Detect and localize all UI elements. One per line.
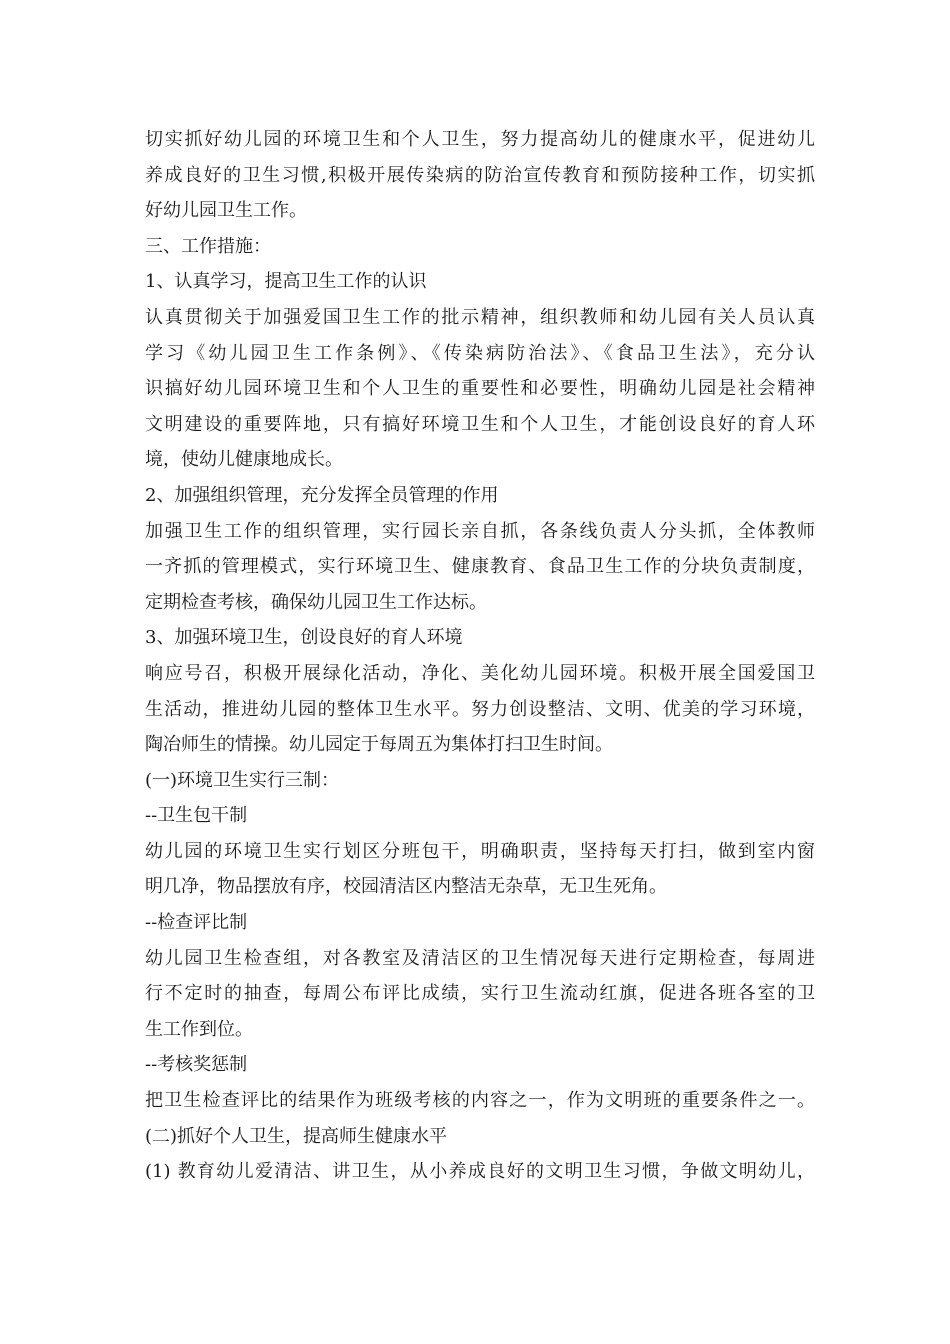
text-line: (二)抓好个人卫生，提高师生健康水平 [145, 1125, 448, 1147]
text-line: 切实抓好幼儿园的环境卫生和个人卫生，努力提高幼儿的健康水平，促进幼儿 [145, 129, 815, 150]
text-line: 识搞好幼儿园环境卫生和个人卫生的重要性和必要性，明确幼儿园是社会精神 [145, 378, 815, 400]
text-line: 三、工作措施： [145, 235, 271, 257]
document-body [145, 122, 815, 1190]
text-line: 陶冶师生的情操。幼儿园定于每周五为集体打扫卫生时间。 [145, 734, 613, 756]
text-line: 加强卫生工作的组织管理，实行园长亲自抓，各条线负责人分头抓，全体教师 [145, 520, 815, 542]
text-line: 好幼儿园卫生工作。 [145, 200, 307, 222]
text-line: (一)环境卫生实行三制： [145, 769, 340, 791]
text-line: 认真贯彻关于加强爱国卫生工作的批示精神，组织教师和幼儿园有关人员认真 [145, 306, 815, 328]
text-line: 幼儿园的环境卫生实行划区分班包干，明确职责，坚持每天打扫，做到室内窗 [145, 840, 815, 862]
text-line: --检查评比制 [145, 912, 248, 934]
text-line: 生活动，推进幼儿园的整体卫生水平。努力创设整洁、文明、优美的学习环境， [145, 698, 815, 720]
text-line: 一齐抓的管理模式，实行环境卫生、健康教育、食品卫生工作的分块负责制度， [145, 556, 815, 578]
text-line: 定期检查考核，确保幼儿园卫生工作达标。 [145, 591, 487, 613]
text-line: 生工作到位。 [145, 1018, 253, 1040]
text-line: 养成良好的卫生习惯,积极开展传染病的防治宣传教育和预防接种工作，切实抓 [145, 164, 815, 186]
text-line: 明几净，物品摆放有序，校园清洁区内整洁无杂草，无卫生死角。 [145, 876, 667, 898]
text-line: 2、加强组织管理，充分发挥全员管理的作用 [145, 484, 499, 506]
text-line: --卫生包干制 [145, 805, 248, 827]
text-line: 响应号召，积极开展绿化活动，净化、美化幼儿园环境。积极开展全国爱国卫 [145, 662, 815, 684]
text-line: (1) 教育幼儿爱清洁、讲卫生，从小养成良好的文明卫生习惯，争做文明幼儿， [145, 1161, 815, 1183]
text-line: 3、加强环境卫生，创设良好的育人环境 [145, 627, 463, 649]
text-line: 学习《幼儿园卫生工作条例》、《传染病防治法》、《食品卫生法》，充分认 [145, 342, 815, 364]
text-line: 文明建设的重要阵地，只有搞好环境卫生和个人卫生，才能创设良好的育人环 [145, 413, 815, 435]
text-line: 行不定时的抽查，每周公布评比成绩，实行卫生流动红旗，促进各班各室的卫 [145, 983, 815, 1005]
text-line: 1、认真学习，提高卫生工作的认识 [145, 271, 427, 293]
text-line: 幼儿园卫生检查组，对各教室及清洁区的卫生情况每天进行定期检查，每周进 [145, 947, 815, 969]
text-line: 境，使幼儿健康地成长。 [145, 449, 343, 471]
text-line: 把卫生检查评比的结果作为班级考核的内容之一，作为文明班的重要条件之一。 [145, 1090, 815, 1112]
text-line: --考核奖惩制 [145, 1054, 248, 1076]
